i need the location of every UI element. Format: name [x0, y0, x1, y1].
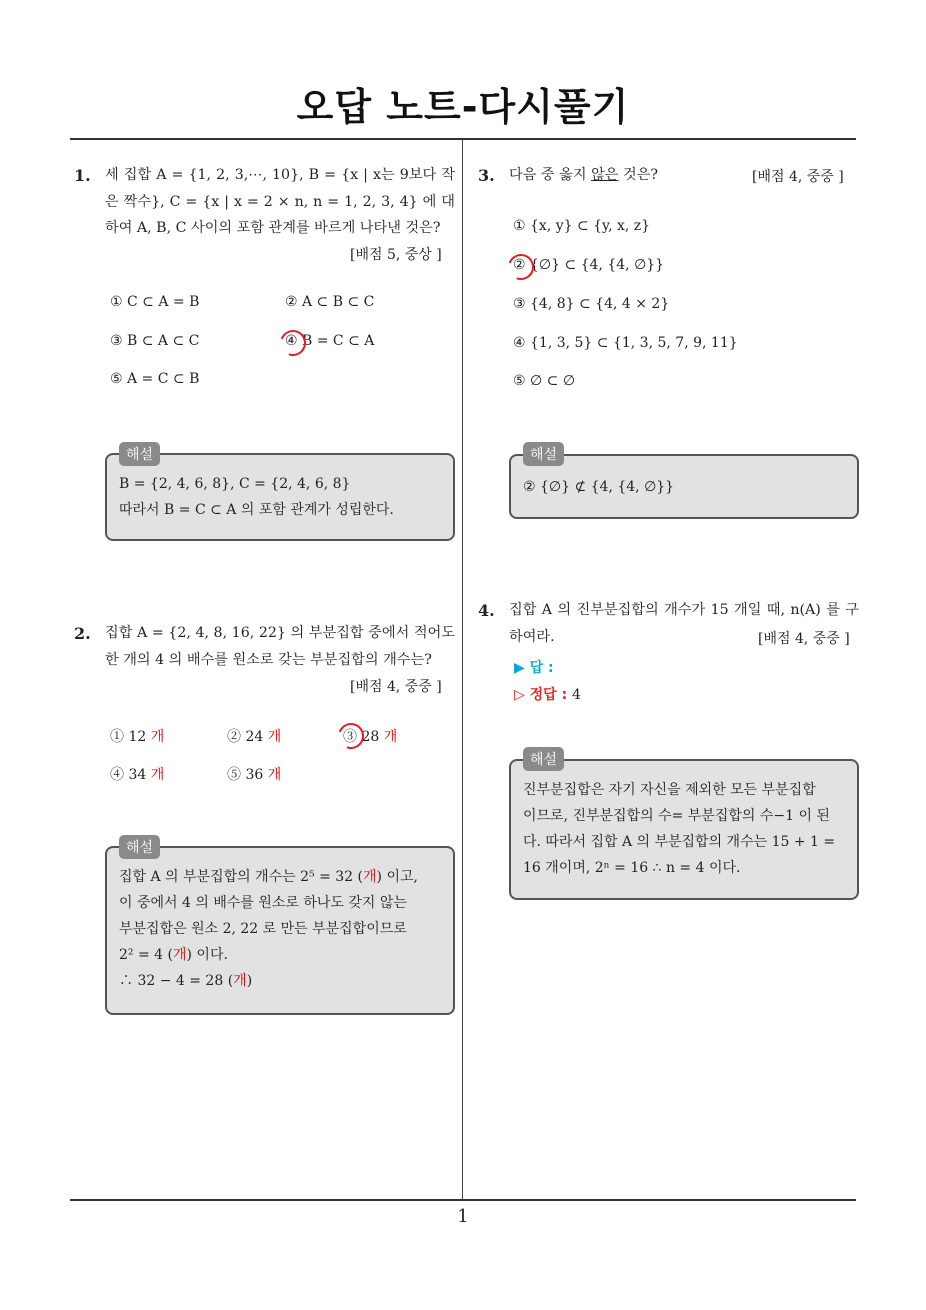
q4-correct-answer: ▷ 정답 : 4: [514, 687, 581, 703]
q4-points: [배점 4, 중중 ]: [758, 631, 850, 647]
q2-option-1-num: ① 12: [110, 729, 147, 745]
q1-solution-line-2: 따라서 B = C ⊂ A 의 포함 관계가 성립한다.: [119, 502, 394, 518]
q1-option-5[interactable]: ⑤ A = C ⊂ B: [110, 371, 200, 387]
q2-solution-line-1: 집합 A 의 부분집합의 개수는 2⁵ = 32 (개) 이고,: [119, 869, 418, 885]
q3-option-4[interactable]: ④ {1, 3, 5} ⊂ {1, 3, 5, 7, 9, 11}: [513, 335, 738, 351]
q2-option-1[interactable]: [110, 726, 164, 746]
q1-solution-box: [105, 453, 455, 541]
q1-option-2[interactable]: ② A ⊂ B ⊂ C: [285, 294, 375, 310]
q2-option-3-num: ③ 28: [343, 729, 380, 745]
q1-solution-label: 해설: [119, 442, 160, 466]
q3-text: 다음 중 옳지 않은 것은?: [509, 167, 659, 183]
q1-points: [배점 5, 중상 ]: [350, 247, 442, 263]
q3-selected-marker: [504, 250, 539, 285]
q3-option-5[interactable]: ⑤ ∅ ⊂ ∅: [513, 373, 576, 389]
q2-text: 집합 A = {2, 4, 8, 16, 22} 의 부분집합 중에서 적어도 한 개의 4 의 배수를 원소로 갖는 부분집합의 개수는?: [105, 625, 455, 668]
q2-solution-line-2: 이 중에서 4 의 배수를 원소로 하나도 갖지 않는: [119, 895, 407, 911]
q1-block: [105, 162, 455, 242]
q4-correct-value: 4: [572, 687, 581, 703]
page-number: 1: [457, 1206, 469, 1227]
q3-emphasis: 않은: [591, 167, 619, 183]
q4-solution-line-2: 이므로, 진부분집합의 수= 부분집합의 수−1 이 된: [523, 808, 830, 824]
q1-option-1[interactable]: ① C ⊂ A = B: [110, 294, 200, 310]
q2-option-2-unit: 개: [267, 729, 282, 745]
top-rule: [70, 138, 856, 140]
q4-solution-line-4: 16 개이며, 2ⁿ = 16 ∴ n = 4 이다.: [523, 860, 741, 876]
q4-solution-line-1: 진부분집합은 자기 자신을 제외한 모든 부분집합: [523, 782, 816, 798]
q1-number: 1.: [74, 166, 91, 185]
q3-solution-body: [523, 474, 853, 500]
q2-solution-line-4: 2² = 4 (개) 이다.: [119, 947, 228, 963]
q4-solution-label: 해설: [523, 747, 564, 771]
q2-number: 2.: [74, 624, 91, 643]
q2-option-5-unit: 개: [267, 767, 282, 783]
q4-text: 집합 A 의 진부분집합의 개수가 15 개일 때, n(A) 를 구하여라.: [509, 602, 859, 645]
q2-option-4[interactable]: [110, 764, 164, 784]
q4-solution-line-3: 다. 따라서 집합 A 의 부분집합의 개수는 15 + 1 =: [523, 834, 836, 850]
q2-solution-line-3: 부분집합은 원소 2, 22 로 만든 부분집합이므로: [119, 921, 407, 937]
q1-solution-line-1: B = {2, 4, 6, 8}, C = {2, 4, 6, 8}: [119, 476, 351, 492]
page-title: 오답 노트-다시풀기: [296, 85, 630, 129]
q3-option-3[interactable]: ③ {4, 8} ⊂ {4, 4 × 2}: [513, 296, 670, 312]
q2-points: [배점 4, 중중 ]: [350, 679, 442, 695]
q2-option-4-num: ④ 34: [110, 767, 147, 783]
bottom-rule: [70, 1199, 856, 1201]
q3-option-1[interactable]: ① {x, y} ⊂ {y, x, z}: [513, 218, 651, 234]
q1-text: 세 집합 A = {1, 2, 3,⋯, 10}, B = {x | x는 9보다 작은 짝수}, C = {x | x = 2 × n, n = 1, 2, 3, 4} 에 대하여 A, B, C 사이의 포함 관계를 바르게 나타낸 것은?: [105, 167, 455, 236]
q2-block: [105, 620, 455, 673]
q2-option-1-unit: 개: [150, 729, 165, 745]
q1-option-3[interactable]: ③ B ⊂ A ⊂ C: [110, 333, 200, 349]
q2-option-2-num: ② 24: [227, 729, 264, 745]
q4-solution-body: [523, 777, 853, 881]
q2-option-5-num: ⑤ 36: [227, 767, 264, 783]
q3-number: 3.: [478, 166, 495, 185]
q3-points: [배점 4, 중중 ]: [752, 169, 844, 185]
q1-option-4[interactable]: ④ B = C ⊂ A: [285, 333, 375, 349]
q4-answer-label: ▶ 답 :: [514, 660, 554, 676]
column-divider: [462, 139, 463, 1201]
q2-option-4-unit: 개: [150, 767, 165, 783]
q2-solution-body: [119, 864, 449, 994]
q2-solution-box: [105, 846, 455, 1015]
q1-solution-body: [119, 471, 449, 523]
q2-option-2[interactable]: [227, 726, 281, 746]
q2-solution-label: 해설: [119, 835, 160, 859]
q1-selected-marker: [276, 326, 311, 361]
q2-option-3-unit: 개: [383, 729, 398, 745]
q2-solution-line-5: ∴ 32 − 4 = 28 (개): [119, 973, 253, 989]
q3-option-2[interactable]: ② {∅} ⊂ {4, {4, ∅}}: [513, 257, 665, 273]
q4-solution-box: [509, 759, 859, 900]
q2-option-5[interactable]: [227, 764, 281, 784]
q3-solution-line-1: ② {∅} ⊄ {4, {4, ∅}}: [523, 479, 675, 495]
q2-selected-marker: [334, 719, 369, 754]
q4-number: 4.: [478, 601, 495, 620]
q3-solution-label: 해설: [523, 442, 564, 466]
